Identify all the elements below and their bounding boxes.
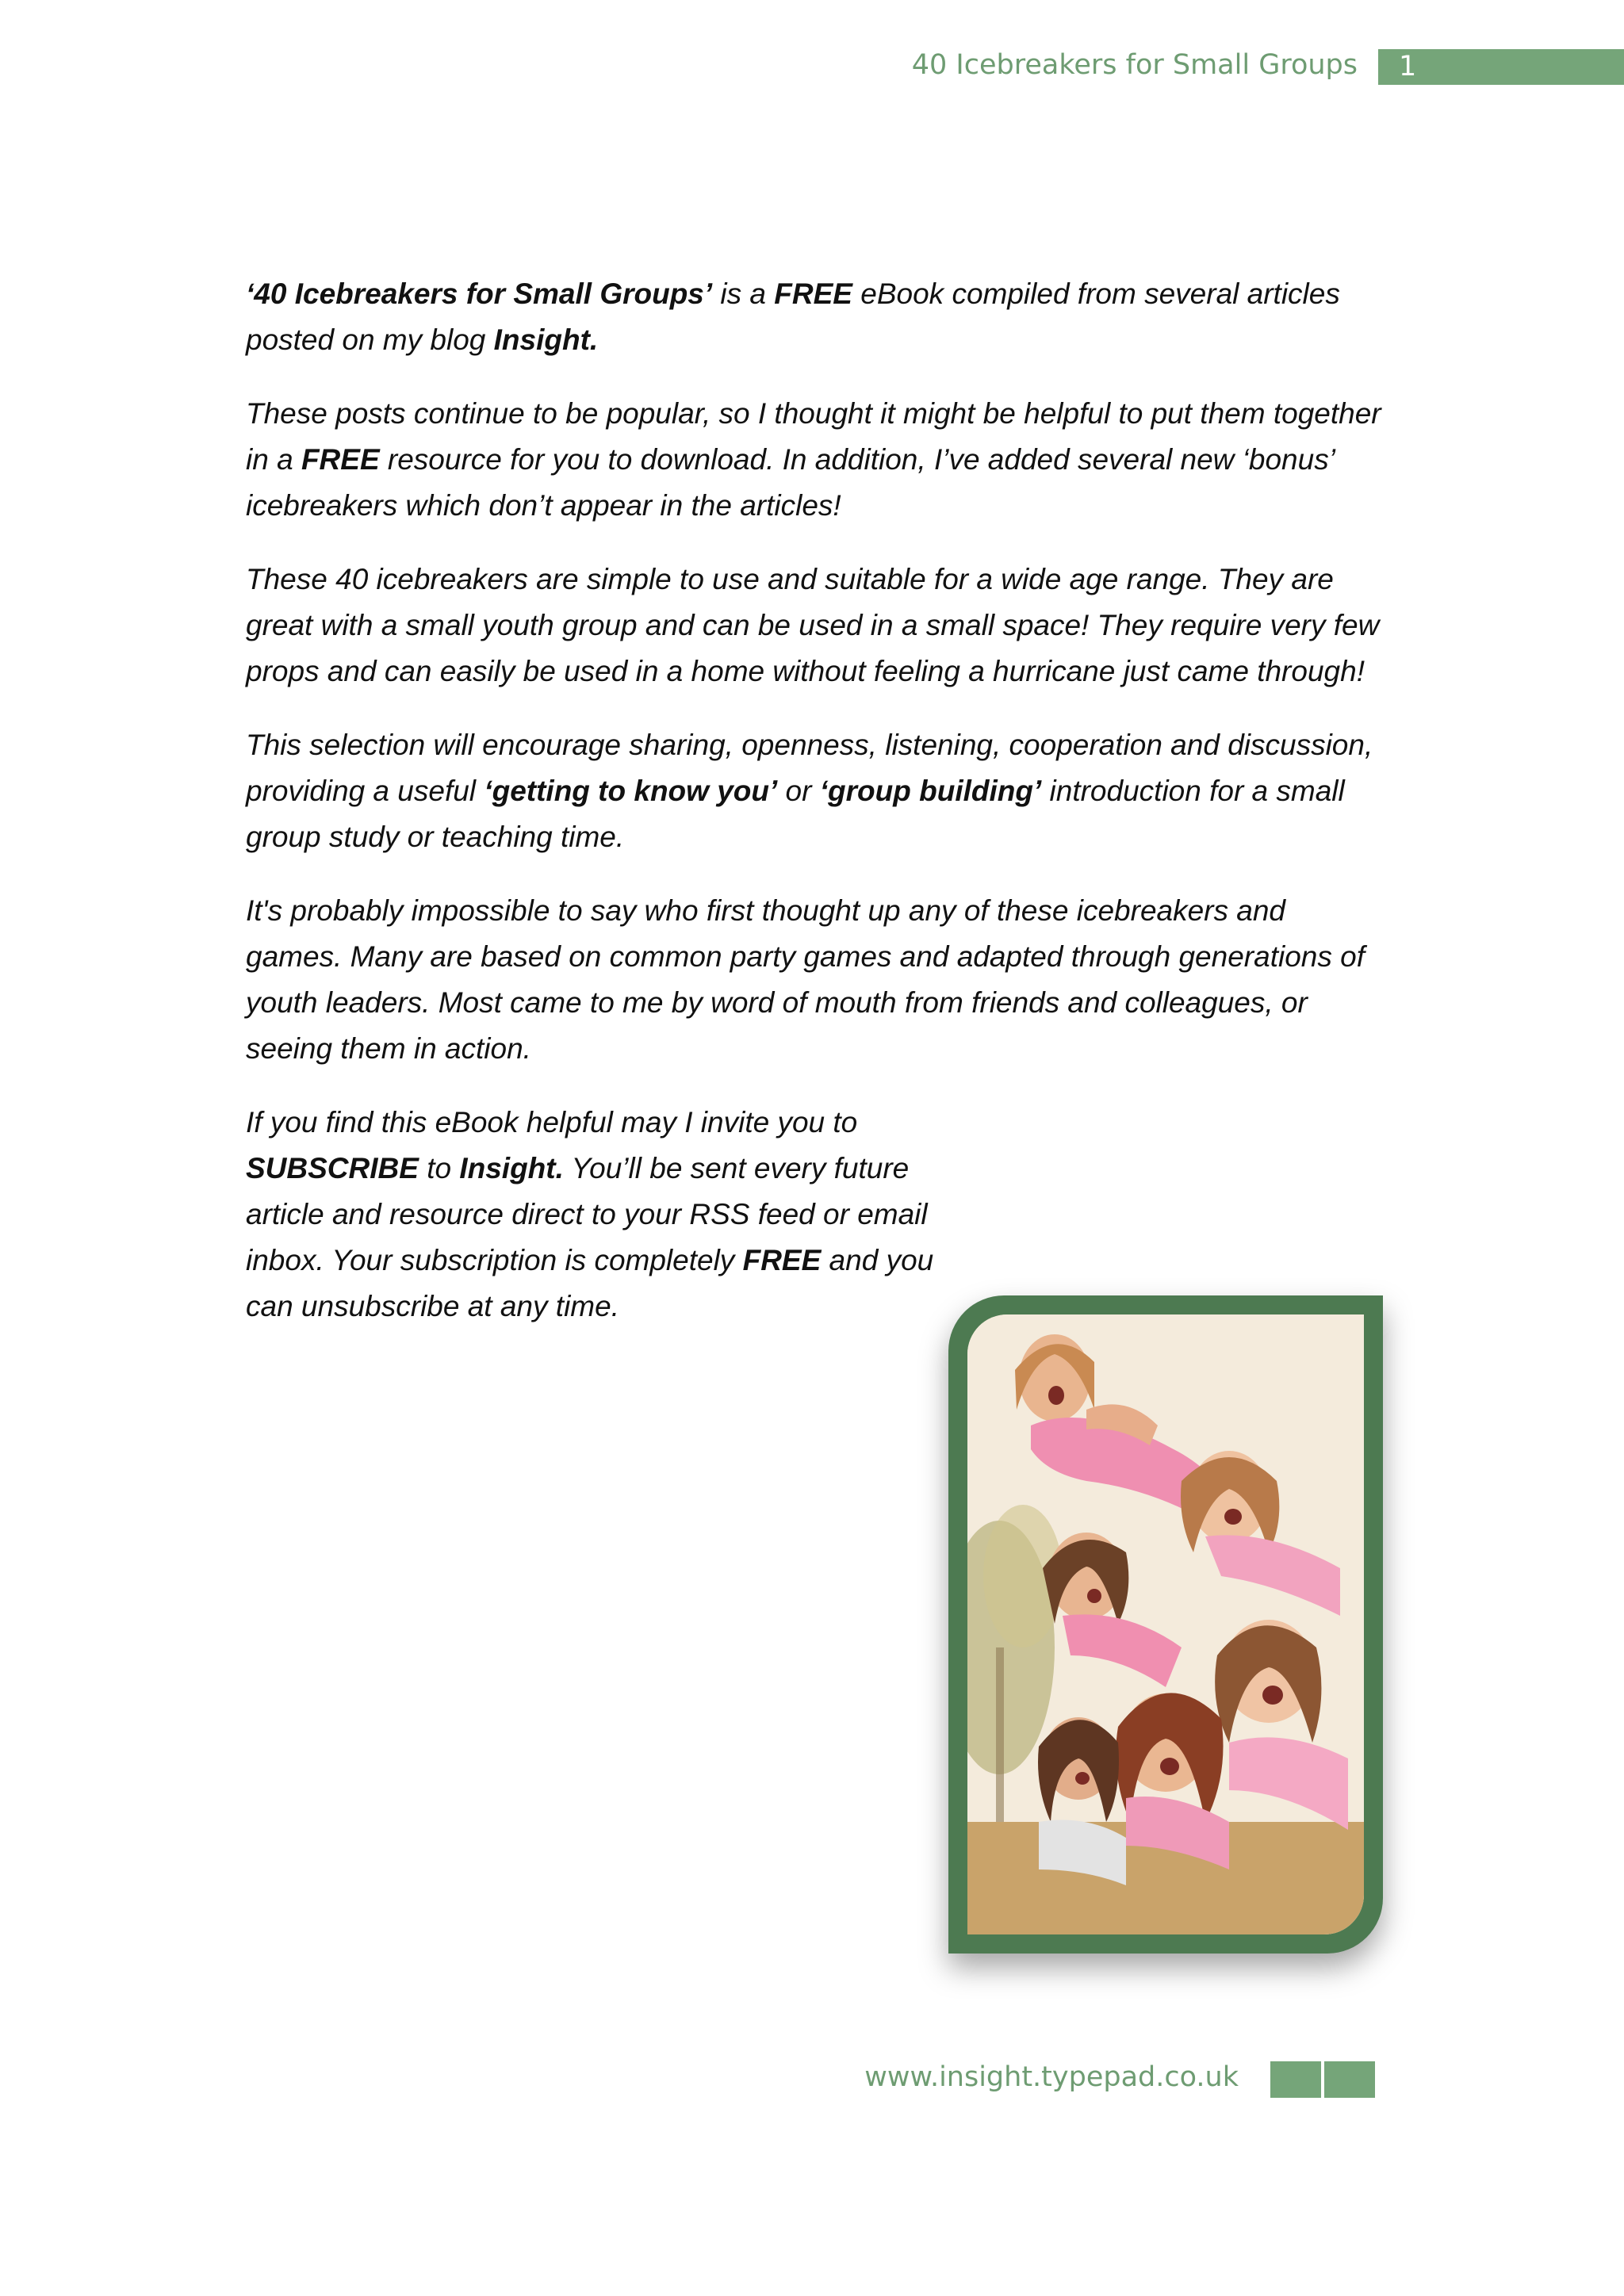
text-run: is a — [712, 277, 775, 310]
suitability-paragraph: These 40 icebreakers are simple to use and suitable for a wide age range. They are great with a small youth group and can be used in a small space! They require very few props and can easily be used in a home without feeling a hurricane just came through! — [246, 563, 1380, 687]
selection-paragraph — [246, 722, 1388, 860]
text-run: This selection will encourage sharing, openness, listening, cooperation and discussion, providing a useful — [246, 729, 1373, 807]
free-label: FREE — [774, 277, 852, 310]
blog-name: Insight. — [493, 323, 599, 356]
page-number-bar — [1378, 49, 1624, 85]
text-run: You’ll be sent every future article and resource direct to your RSS feed or email inbox. Your subscription is completely — [246, 1152, 928, 1276]
text-run: and you can unsubscribe at any time. — [246, 1244, 934, 1322]
getting-to-know-you-label: ‘getting to know you’ — [484, 775, 778, 807]
ebook-title: ‘40 Icebreakers for Small Groups’ — [246, 277, 713, 310]
photo-frame — [948, 1295, 1383, 1954]
popularity-paragraph — [246, 391, 1388, 529]
text-run: introduction for a small group study or teaching time. — [246, 775, 1345, 853]
page-number: 1 — [1399, 51, 1417, 82]
text-run: to — [418, 1152, 460, 1184]
footer-decoration-block — [1324, 2061, 1375, 2098]
group-building-label: ‘group building’ — [819, 775, 1042, 807]
subscribe-label: SUBSCRIBE — [246, 1152, 419, 1184]
main-content — [246, 271, 1388, 1357]
group-photo — [967, 1314, 1364, 1934]
text-run: If you find this eBook helpful may I invite you to — [246, 1106, 858, 1138]
text-run: or — [777, 775, 820, 807]
footer-decoration-block — [1270, 2061, 1321, 2098]
footer-url[interactable]: www.insight.typepad.co.uk — [864, 2061, 1239, 2093]
text-run: resource for you to download. In addition, I’ve added several new ‘bonus’ icebreakers which don’t appear in the articles! — [246, 443, 1334, 522]
origins-paragraph: It's probably impossible to say who first thought up any of these icebreakers and games. Many are based on common party games and adapted through generations of youth leaders. Most came to me by word of mouth from friends and colleagues, or seeing them in action. — [246, 894, 1365, 1065]
subscribe-paragraph — [246, 1100, 983, 1330]
header-title: 40 Icebreakers for Small Groups — [911, 49, 1358, 81]
intro-paragraph — [246, 271, 1388, 363]
blog-name: Insight. — [459, 1152, 564, 1184]
free-label: FREE — [301, 443, 380, 476]
text-run: eBook compiled from several articles posted on my blog — [246, 277, 1340, 356]
text-run: These posts continue to be popular, so I thought it might be helpful to put them together in a — [246, 397, 1381, 476]
group-of-laughing-girls-photo — [967, 1314, 1364, 1934]
free-label: FREE — [742, 1244, 822, 1276]
